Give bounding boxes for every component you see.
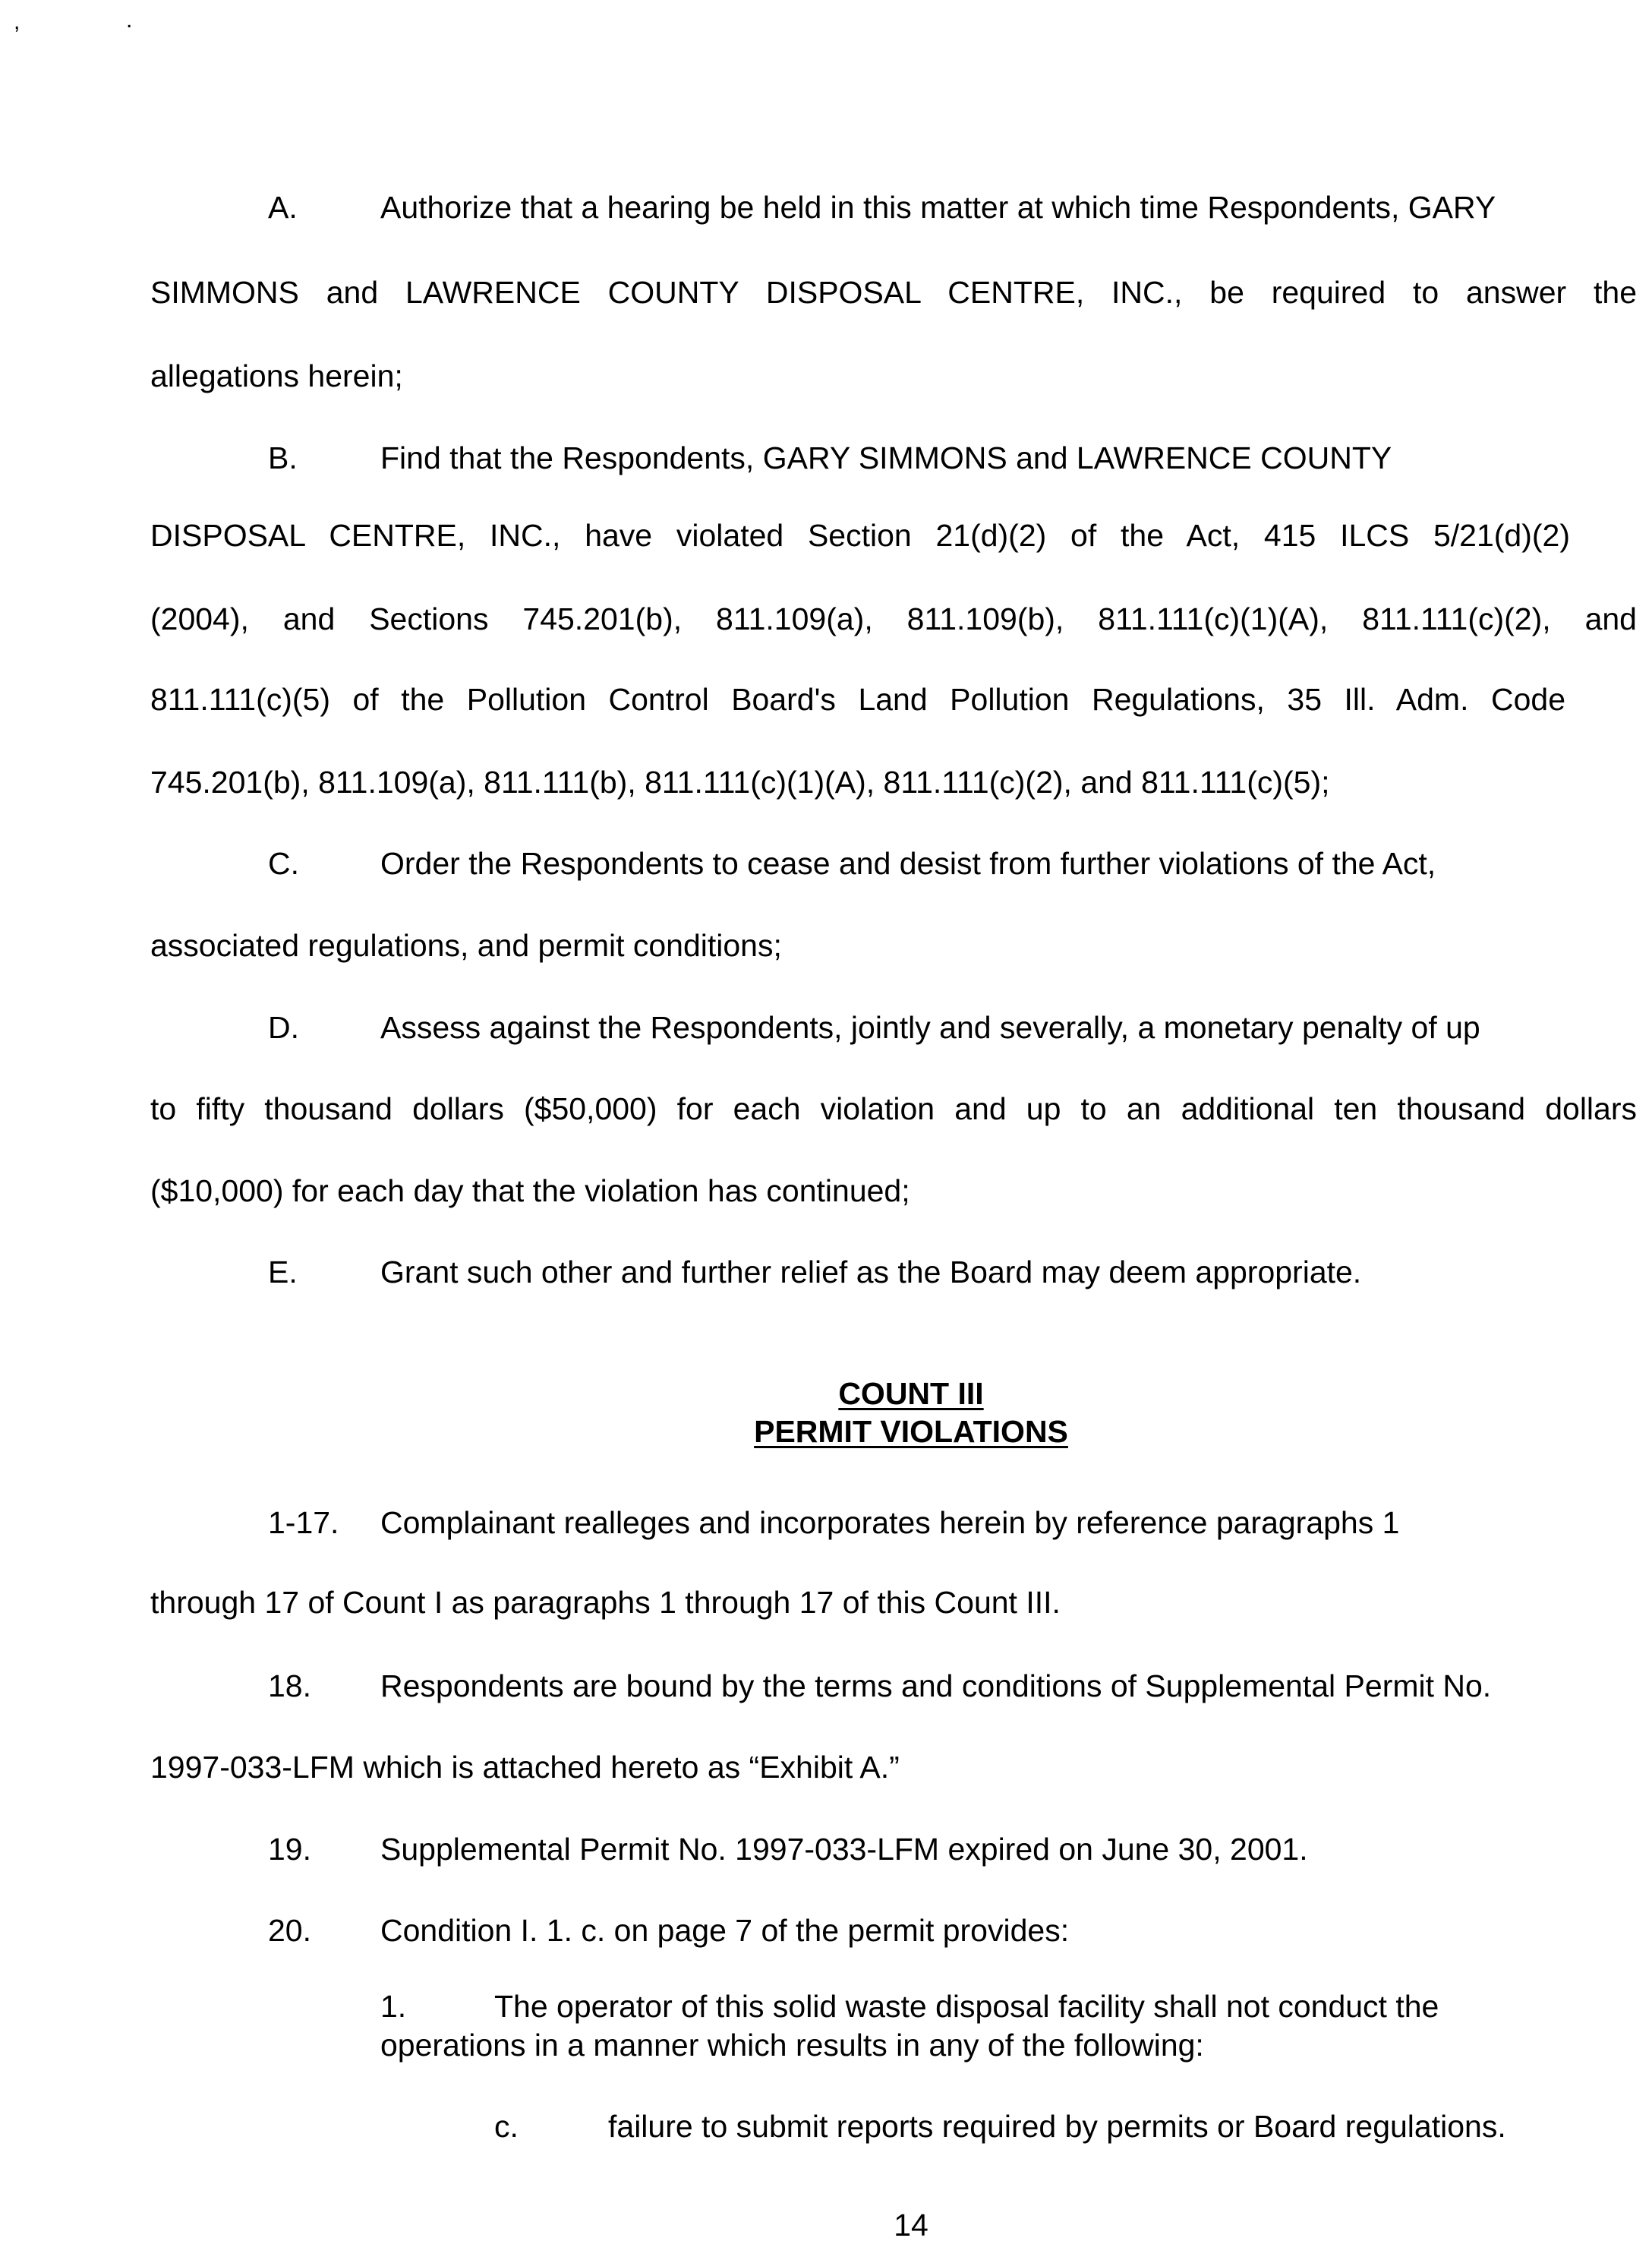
quote-sub-text: failure to submit reports required by permits or Board regulations. xyxy=(608,2109,1506,2144)
prayer-e-line-1: Grant such other and further relief as the Board may deem appropriate. xyxy=(380,1255,1362,1289)
prayer-a-line-3: allegations herein; xyxy=(150,358,403,393)
prayer-label-b: B. xyxy=(268,440,298,475)
prayer-b-line-3: (2004), and Sections 745.201(b), 811.109(a), 811.109(b), 811.111(c)(1)(A), 811.111(c)(2), and xyxy=(150,601,1637,636)
paragraph-label-18: 18. xyxy=(268,1668,311,1703)
count-subheading: PERMIT VIOLATIONS xyxy=(754,1414,1068,1449)
count-heading: COUNT III xyxy=(838,1376,984,1411)
prayer-d-line-1: Assess against the Respondents, jointly and severally, a monetary penalty of up xyxy=(380,1010,1480,1045)
paragraph-18-line-2: 1997-033-LFM which is attached hereto as “Exhibit A.” xyxy=(150,1750,900,1785)
prayer-label-a: A. xyxy=(268,190,298,225)
prayer-d-line-2: to fifty thousand dollars ($50,000) for each violation and up to an additional ten thousand dollars xyxy=(150,1091,1637,1126)
prayer-label-c: C. xyxy=(268,846,299,881)
page-number: 14 xyxy=(894,2208,928,2243)
paragraph-18-line-1: Respondents are bound by the terms and conditions of Supplemental Permit No. xyxy=(380,1668,1492,1703)
quote-item-line-2: operations in a manner which results in any of the following: xyxy=(380,2028,1204,2063)
paragraph-1-17-line-1: Complainant realleges and incorporates herein by reference paragraphs 1 xyxy=(380,1505,1400,1540)
quote-sub-label: c. xyxy=(494,2109,519,2144)
quote-item-line-1: The operator of this solid waste disposal facility shall not conduct the xyxy=(494,1989,1439,2024)
prayer-a-line-2: SIMMONS and LAWRENCE COUNTY DISPOSAL CENTRE, INC., be required to answer the xyxy=(150,275,1637,310)
scan-mark-1: , xyxy=(14,9,20,34)
paragraph-20-line-1: Condition I. 1. c. on page 7 of the permit provides: xyxy=(380,1913,1070,1948)
scan-mark-2: . xyxy=(126,8,133,33)
paragraph-label-20: 20. xyxy=(268,1913,311,1948)
paragraph-1-17-line-2: through 17 of Count I as paragraphs 1 through 17 of this Count III. xyxy=(150,1585,1061,1620)
prayer-c-line-1: Order the Respondents to cease and desist from further violations of the Act, xyxy=(380,846,1436,881)
prayer-label-d: D. xyxy=(268,1010,299,1045)
prayer-b-line-5: 745.201(b), 811.109(a), 811.111(b), 811.111(c)(1)(A), 811.111(c)(2), and 811.111(c)(5); xyxy=(150,765,1330,800)
prayer-b-line-1: Find that the Respondents, GARY SIMMONS and LAWRENCE COUNTY xyxy=(380,440,1392,475)
paragraph-19-line-1: Supplemental Permit No. 1997-033-LFM expired on June 30, 2001. xyxy=(380,1832,1308,1867)
paragraph-label-19: 19. xyxy=(268,1832,311,1867)
prayer-c-line-2: associated regulations, and permit conditions; xyxy=(150,928,782,963)
quote-item-label: 1. xyxy=(380,1989,407,2024)
prayer-label-e: E. xyxy=(268,1255,298,1289)
paragraph-label-1-17: 1-17. xyxy=(268,1505,339,1540)
prayer-b-line-4: 811.111(c)(5) of the Pollution Control Board's Land Pollution Regulations, 35 Ill. Adm. Code xyxy=(150,682,1565,717)
prayer-a-line-1: Authorize that a hearing be held in this matter at which time Respondents, GARY xyxy=(380,190,1496,225)
prayer-d-line-3: ($10,000) for each day that the violation has continued; xyxy=(150,1173,910,1208)
prayer-b-line-2: DISPOSAL CENTRE, INC., have violated Section 21(d)(2) of the Act, 415 ILCS 5/21(d)(2) xyxy=(150,518,1570,553)
